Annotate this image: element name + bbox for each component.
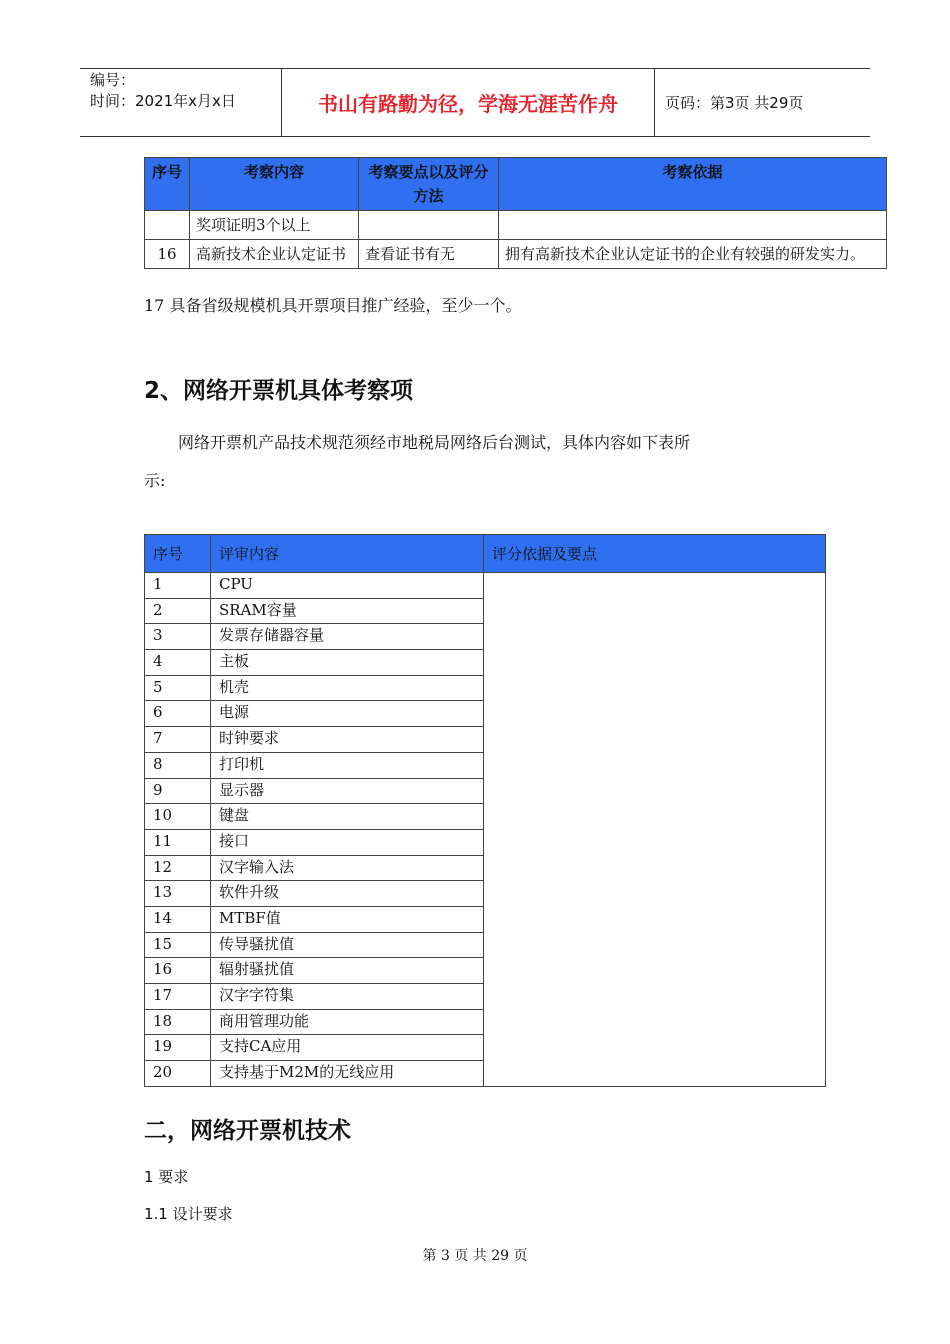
header-motto: 书山有路勤为径，学海无涯苦作舟 [318, 91, 618, 116]
cell-review-content: 键盘 [211, 804, 484, 830]
cell-number: 2 [145, 598, 211, 624]
cell-number: 4 [145, 650, 211, 676]
cell-review-content: 支持CA应用 [211, 1035, 484, 1061]
cell-method: 查看证书有无 [359, 240, 499, 269]
header-bottom-rule [80, 136, 870, 137]
cell-number: 3 [145, 624, 211, 650]
section-title: 2、网络开票机具体考察项 [144, 378, 414, 404]
cell-review-content: 显示器 [211, 778, 484, 804]
cell-number: 19 [145, 1035, 211, 1061]
table-row [145, 573, 826, 599]
cell-number: 9 [145, 778, 211, 804]
header-divider [654, 68, 655, 136]
col-header-number: 序号 [145, 535, 211, 573]
cell-review-content: 商用管理功能 [211, 1009, 484, 1035]
cell-review-content: SRAM容量 [211, 598, 484, 624]
cell-review-content: 时钟要求 [211, 727, 484, 753]
cell-number: 14 [145, 906, 211, 932]
review-items-table [144, 534, 826, 1087]
item-17-text: 17 具备省级规模机具开票项目推广经验，至少一个。 [144, 296, 522, 315]
cell-number: 5 [145, 675, 211, 701]
intro-paragraph-line2: 示: [144, 471, 166, 490]
col-header-review-content: 评审内容 [211, 535, 484, 573]
cell-number: 20 [145, 1061, 211, 1087]
cell-number: 7 [145, 727, 211, 753]
cell-review-content: 传导骚扰值 [211, 932, 484, 958]
cell-number: 16 [145, 240, 190, 269]
cell-scoring-basis [484, 573, 826, 1087]
cell-number: 18 [145, 1009, 211, 1035]
cell-number: 10 [145, 804, 211, 830]
cell-number: 8 [145, 752, 211, 778]
cell-basis: 拥有高新技术企业认定证书的企业有较强的研发实力。 [499, 240, 887, 269]
cell-number [145, 211, 190, 240]
cell-review-content: 打印机 [211, 752, 484, 778]
cell-review-content: 主板 [211, 650, 484, 676]
cell-number: 11 [145, 829, 211, 855]
cell-review-content: 机壳 [211, 675, 484, 701]
cell-number: 17 [145, 984, 211, 1010]
cell-method [359, 211, 499, 240]
cell-review-content: 支持基于M2M的无线应用 [211, 1061, 484, 1087]
cell-number: 13 [145, 881, 211, 907]
cell-review-content: 发票存储器容量 [211, 624, 484, 650]
page-footer: 第 3 页 共 29 页 [422, 1248, 528, 1264]
subsection-1-1: 1.1 设计要求 [144, 1205, 233, 1223]
subsection-1: 1 要求 [144, 1168, 189, 1186]
cell-review-content: 辐射骚扰值 [211, 958, 484, 984]
col-header-basis: 考察依据 [499, 158, 887, 211]
evaluation-table-continued [144, 157, 887, 269]
cell-review-content: 电源 [211, 701, 484, 727]
table-header-row [145, 535, 826, 573]
cell-number: 12 [145, 855, 211, 881]
col-header-scoring-basis: 评分依据及要点 [484, 535, 826, 573]
header-meta [90, 70, 236, 112]
cell-review-content: 汉字输入法 [211, 855, 484, 881]
intro-paragraph-line1: 网络开票机产品技术规范须经市地税局网络后台测试，具体内容如下表所 [178, 433, 691, 452]
cell-review-content: 汉字字符集 [211, 984, 484, 1010]
header-time: 时间：2021年x月x日 [90, 92, 236, 110]
cell-content: 奖项证明3个以上 [190, 211, 359, 240]
cell-number: 1 [145, 573, 211, 599]
cell-number: 6 [145, 701, 211, 727]
header-number: 编号： [90, 71, 136, 89]
col-header-method: 考察要点以及评分方法 [359, 158, 499, 211]
cell-review-content: CPU [211, 573, 484, 599]
chapter-title: 二，网络开票机技术 [144, 1117, 351, 1144]
cell-basis [499, 211, 887, 240]
table-row [145, 211, 887, 240]
col-header-number: 序号 [145, 158, 190, 211]
table-header-row [145, 158, 887, 211]
table-row [145, 240, 887, 269]
cell-content: 高新技术企业认定证书 [190, 240, 359, 269]
cell-number: 15 [145, 932, 211, 958]
cell-number: 16 [145, 958, 211, 984]
col-header-content: 考察内容 [190, 158, 359, 211]
cell-review-content: MTBF值 [211, 906, 484, 932]
header-page-number: 页码：第3页 共29页 [665, 94, 804, 112]
cell-review-content: 接口 [211, 829, 484, 855]
cell-review-content: 软件升级 [211, 881, 484, 907]
